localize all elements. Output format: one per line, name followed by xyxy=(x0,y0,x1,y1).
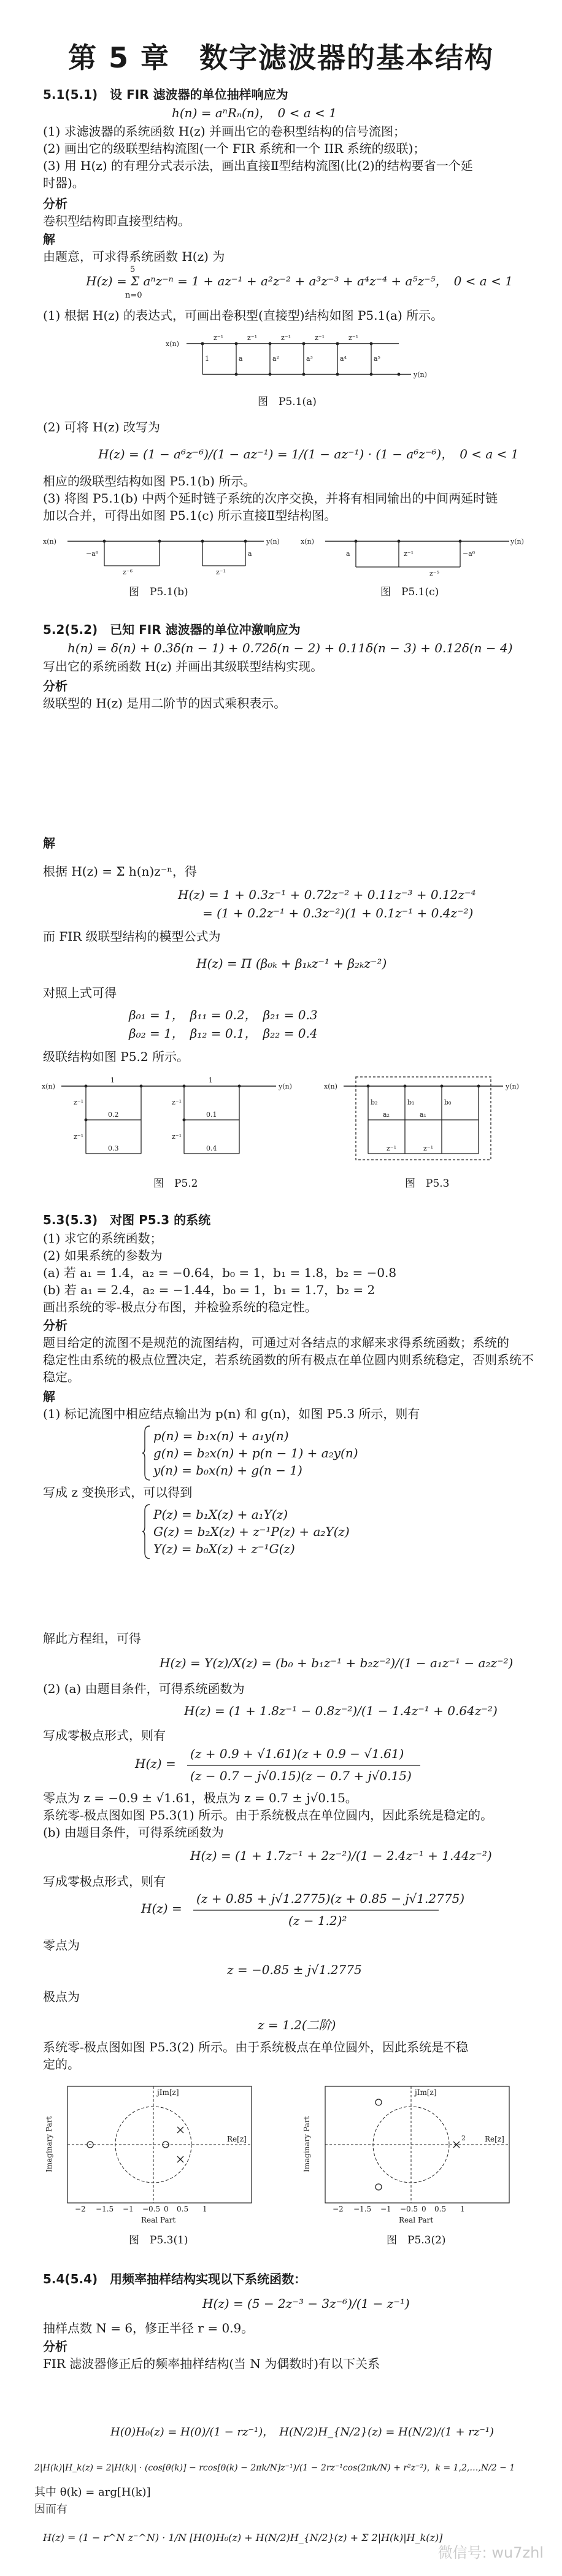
svg-text:z⁻¹: z⁻¹ xyxy=(423,1144,434,1152)
ylabel: Imaginary Part xyxy=(45,2116,53,2172)
p51-q2: (2) 画出它的级联型结构流图(一个 FIR 系统和一个 IIR 系统的级联)； xyxy=(43,141,426,156)
p53-s6: (b) 由题目条件，可得系统函数为 xyxy=(43,1825,224,1840)
p51-fenxi-label: 分析 xyxy=(43,196,67,211)
svg-text:0.1: 0.1 xyxy=(206,1111,217,1119)
svg-text:−0.5: −0.5 xyxy=(142,2205,161,2213)
p53-s4: (2) (a) 由题目条件，可得系统函数为 xyxy=(43,1681,245,1696)
svg-text:z⁻¹: z⁻¹ xyxy=(315,334,325,342)
p51-sum-top: 5 xyxy=(130,265,136,274)
p52-fenxi-label: 分析 xyxy=(43,679,67,693)
p52-s2: 而 FIR 级联型结构的模型公式为 xyxy=(43,929,221,944)
svg-text:0: 0 xyxy=(422,2205,426,2213)
figure-p5-3-1-pole-zero-plot xyxy=(43,2080,270,2224)
svg-text:x(n): x(n) xyxy=(43,538,56,546)
svg-text:−0.5: −0.5 xyxy=(400,2205,418,2213)
brace-left xyxy=(142,1425,151,1481)
double-pole-label: 2 xyxy=(461,2134,466,2142)
svg-text:z⁻¹: z⁻¹ xyxy=(172,1133,182,1141)
p54-fenxi-label: 分析 xyxy=(43,2339,67,2354)
caption-p5-3-1: 图 P5.3(1) xyxy=(129,2234,188,2246)
svg-text:0.2: 0.2 xyxy=(108,1111,119,1119)
svg-text:y(n): y(n) xyxy=(279,1082,292,1090)
svg-text:0.5: 0.5 xyxy=(434,2205,447,2213)
svg-text:b₀: b₀ xyxy=(444,1098,452,1106)
p53-fenxi-label: 分析 xyxy=(43,1318,67,1333)
p53-q3: 画出系统的零-极点分布图，并检验系统的稳定性。 xyxy=(43,1300,317,1314)
p51-eq2: H(z) = (1 − a⁶z⁻⁶)/(1 − az⁻¹) = 1/(1 − az⁻¹) · (1 − a⁶z⁻⁶)， 0 < a < 1 xyxy=(98,447,519,461)
brace-left-2 xyxy=(142,1503,151,1560)
p51-q3b: 时器)。 xyxy=(43,175,85,190)
svg-text:b₂: b₂ xyxy=(371,1098,378,1106)
p52-eq2: = (1 + 0.2z⁻¹ + 0.3z⁻²)(1 + 0.1z⁻¹ + 0.4z⁻²) xyxy=(202,906,474,920)
p53-z2: G(z) = b₂X(z) + z⁻¹P(z) + a₂Y(z) xyxy=(153,1524,350,1539)
p53-zp2: 系统零-极点图如图 P5.3(1) 所示。由于系统极点在单位圆内，因此系统是稳定的。 xyxy=(43,1808,493,1822)
svg-text:0: 0 xyxy=(164,2205,169,2213)
caption-p5-3-2: 图 P5.3(2) xyxy=(387,2234,446,2246)
p53-s3: 解此方程组，可得 xyxy=(43,1631,141,1646)
figure-p5-1b-flowgraph xyxy=(43,529,280,578)
p53-s7: 写成零极点形式，则有 xyxy=(43,1874,166,1889)
svg-text:x(n): x(n) xyxy=(301,538,314,546)
p51-sum-bot: n=0 xyxy=(125,291,142,300)
p53-ha2-lhs: H(z) = xyxy=(135,1756,176,1771)
p51-hn: h(n) = aⁿRₙ(n)， 0 < a < 1 xyxy=(172,106,337,120)
p53-fx1: 题目给定的流图不是规范的流图结构，可通过对各结点的求解来求得系统函数；系统的 xyxy=(43,1335,509,1350)
svg-text:−a⁶: −a⁶ xyxy=(86,550,99,558)
problem-5-4-heading: 5.4(5.4) 用频率抽样结构实现以下系统函数： xyxy=(43,2272,307,2286)
p53-hb: H(z) = (1 + 1.7z⁻¹ + 2z⁻²)/(1 − 2.4z⁻¹ + 1.44z⁻²) xyxy=(190,1848,492,1863)
svg-text:1: 1 xyxy=(209,1076,213,1084)
p53-poles-label: 极点为 xyxy=(43,1989,80,2004)
caption-p5-3: 图 P5.3 xyxy=(405,1178,450,1190)
p53-zp3a: 系统零-极点图如图 P5.3(2) 所示。由于系统极点在单位圆外，因此系统是不稳 xyxy=(43,2040,469,2054)
caption-p5-2: 图 P5.2 xyxy=(153,1178,198,1190)
p54-f1: H(0)H₀(z) = H(0)/(1 − rz⁻¹)， H(N/2)H_{N/2}(z) = H(N/2)/(1 + rz⁻¹) xyxy=(110,2426,495,2439)
svg-text:−a⁶: −a⁶ xyxy=(463,550,475,558)
svg-text:x(n): x(n) xyxy=(324,1082,337,1090)
svg-text:y(n): y(n) xyxy=(506,1082,519,1090)
svg-text:z⁻¹: z⁻¹ xyxy=(74,1098,84,1106)
p51-s5b: 加以合并，可得出如图 P5.1(c) 所示直接Ⅱ型结构图。 xyxy=(43,508,337,523)
svg-text:a₁: a₁ xyxy=(420,1111,426,1119)
ylabel: Imaginary Part xyxy=(302,2116,311,2172)
p53-z3: Y(z) = b₀X(z) + z⁻¹G(z) xyxy=(153,1541,295,1556)
p53-s2: 写成 z 变换形式，可以得到 xyxy=(43,1485,193,1500)
p54-fx1: FIR 滤波器修正后的频率抽样结构(当 N 为偶数时)有以下关系 xyxy=(43,2356,380,2371)
p53-s1: (1) 标记流图中相应结点输出为 p(n) 和 g(n)，如图 P5.3 所示，则有 xyxy=(43,1406,420,1421)
svg-text:−2: −2 xyxy=(75,2205,86,2213)
p53-hb2-den: (z − 1.2)² xyxy=(288,1913,347,1928)
p53-ha2-den: (z − 0.7 − j√0.15)(z − 0.7 + j√0.15) xyxy=(190,1768,412,1783)
p52-c1: β₀₁ = 1， β₁₁ = 0.2， β₂₁ = 0.3 xyxy=(129,1008,318,1022)
p51-eq1: H(z) = Σ aⁿz⁻ⁿ = 1 + az⁻¹ + a²z⁻² + a³z⁻³ + a⁴z⁻⁴ + a⁵z⁻⁵， 0 < a < 1 xyxy=(86,274,513,288)
rez-label: Re[z] xyxy=(485,2135,504,2143)
p52-eq1: H(z) = 1 + 0.3z⁻¹ + 0.72z⁻² + 0.11z⁻³ + 0.12z⁻⁴ xyxy=(178,887,476,902)
svg-text:a²: a² xyxy=(272,355,279,363)
p53-q2: (2) 如果系统的参数为 xyxy=(43,1248,163,1263)
frac-bar-2 xyxy=(193,1910,439,1911)
svg-text:a³: a³ xyxy=(306,355,313,363)
svg-text:a: a xyxy=(239,355,243,363)
svg-text:z⁻¹: z⁻¹ xyxy=(214,334,224,342)
svg-text:z⁻¹: z⁻¹ xyxy=(74,1133,84,1141)
watermark: 微信号: wu7zhl xyxy=(437,2544,544,2561)
figure-p5-3-flowgraph xyxy=(324,1074,519,1166)
chapter-title: 第 5 章 数字滤波器的基本结构 xyxy=(67,41,495,74)
svg-text:−1.5: −1.5 xyxy=(353,2205,372,2213)
p51-s4: 相应的级联型结构如图 P5.1(b) 所示。 xyxy=(43,474,256,488)
p53-ha2-num: (z + 0.9 + √1.61)(z + 0.9 − √1.61) xyxy=(190,1746,404,1761)
p53-fx3: 稳定。 xyxy=(43,1370,80,1384)
p53-hb2-lhs: H(z) = xyxy=(141,1901,182,1916)
p53-z1: P(z) = b₁X(z) + a₁Y(z) xyxy=(153,1507,288,1522)
svg-text:1: 1 xyxy=(460,2205,465,2213)
svg-text:0.4: 0.4 xyxy=(206,1144,217,1152)
svg-text:z⁻¹: z⁻¹ xyxy=(247,334,258,342)
p52-c2: β₀₂ = 1， β₁₂ = 0.1， β₂₂ = 0.4 xyxy=(129,1026,318,1041)
p51-s1: 由题意，可求得系统函数 H(z) 为 xyxy=(43,249,225,264)
svg-text:a: a xyxy=(248,550,252,558)
p53-hb2-num: (z + 0.85 + j√1.2775)(z + 0.85 − j√1.2775) xyxy=(196,1891,465,1906)
p53-qa: (a) 若 a₁ = 1.4，a₂ = −0.64，b₀ = 1，b₁ = 1.8，b₂ = −0.8 xyxy=(43,1265,397,1280)
svg-text:−1: −1 xyxy=(123,2205,134,2213)
figure-p5-3-2-pole-zero-plot xyxy=(301,2080,528,2224)
p53-q1: (1) 求它的系统函数； xyxy=(43,1231,163,1246)
svg-text:−1.5: −1.5 xyxy=(96,2205,114,2213)
p53-s5: 写成零极点形式，则有 xyxy=(43,1728,166,1743)
p54-hz: H(z) = (5 − 2z⁻³ − 3z⁻⁶)/(1 − z⁻¹) xyxy=(202,2296,410,2311)
svg-text:y(n): y(n) xyxy=(510,538,524,546)
p54-f2: 2|H(k)|H_k(z) = 2|H(k)| · (cos[θ(k)] − rcos[θ(k) − 2πk/N]z⁻¹)/(1 − 2rz⁻¹cos(2πk/N) + r²z⁻²)，k = 1,2,…,N/2 − 1 xyxy=(34,2463,515,2473)
p54-s1: 抽样点数 N = 6，修正半径 r = 0.9。 xyxy=(43,2321,254,2335)
p54-f3: 其中 θ(k) = arg[H(k)] xyxy=(34,2486,151,2499)
p54-f5: H(z) = (1 − r^N z⁻^N) · 1/N [H(0)H₀(z) + H(N/2)H_{N/2}(z) + Σ 2|H(k)|H_k(z)] xyxy=(43,2532,443,2543)
svg-text:x(n): x(n) xyxy=(166,340,179,348)
svg-text:z⁻¹: z⁻¹ xyxy=(404,550,414,558)
p51-q1: (1) 求滤波器的系统函数 H(z) 并画出它的卷积型结构的信号流图； xyxy=(43,124,406,139)
p52-hn: h(n) = δ(n) + 0.3δ(n − 1) + 0.72δ(n − 2) + 0.11δ(n − 3) + 0.12δ(n − 4) xyxy=(67,641,513,655)
nodes xyxy=(201,342,401,376)
svg-text:−1: −1 xyxy=(380,2205,391,2213)
p51-q3a: (3) 用 H(z) 的有理分式表示法，画出直接Ⅱ型结构流图(比(2)的结构要省一个延 xyxy=(43,158,473,173)
p53-hz: H(z) = Y(z)/X(z) = (b₀ + b₁z⁻¹ + b₂z⁻²)/(1 − a₁z⁻¹ − a₂z⁻²) xyxy=(160,1656,514,1670)
problem-5-2-heading: 5.2(5.2) 已知 FIR 滤波器的单位冲激响应为 xyxy=(43,622,301,637)
delay-labels xyxy=(166,334,427,379)
caption-p5-1b: 图 P5.1(b) xyxy=(129,586,188,598)
p53-zeros: z = −0.85 ± j√1.2775 xyxy=(227,1962,362,1977)
xlabel: Real Part xyxy=(141,2216,176,2224)
svg-text:1: 1 xyxy=(110,1076,115,1084)
svg-text:a⁵: a⁵ xyxy=(374,355,380,363)
svg-text:0.5: 0.5 xyxy=(177,2205,189,2213)
svg-text:−2: −2 xyxy=(333,2205,344,2213)
p53-e3: y(n) = b₀x(n) + g(n − 1) xyxy=(153,1463,302,1478)
zero-marker xyxy=(375,2184,382,2190)
svg-text:z⁻¹: z⁻¹ xyxy=(172,1098,182,1106)
p52-eq3: H(z) = Π (β₀ₖ + β₁ₖz⁻¹ + β₂ₖz⁻²) xyxy=(196,956,387,971)
p53-jie-label: 解 xyxy=(43,1389,55,1404)
svg-text:y(n): y(n) xyxy=(266,538,280,546)
imz-label: jIm[z] xyxy=(415,2088,437,2097)
p52-jie-label: 解 xyxy=(43,836,55,850)
problem-5-1-heading: 5.1(5.1) 设 FIR 滤波器的单位抽样响应为 xyxy=(43,87,288,102)
svg-text:z⁻⁶: z⁻⁶ xyxy=(123,568,133,576)
imz-label: jIm[z] xyxy=(157,2088,179,2097)
caption-p5-1a: 图 P5.1(a) xyxy=(258,396,317,408)
p52-s1: 根据 H(z) = Σ h(n)z⁻ⁿ，得 xyxy=(43,864,198,879)
p52-s4: 级联结构如图 P5.2 所示。 xyxy=(43,1049,189,1064)
p53-qb: (b) 若 a₁ = 2.4，a₂ = −1.44，b₀ = 1，b₁ = 1.7，b₂ = 2 xyxy=(43,1282,375,1297)
zero-marker xyxy=(375,2099,382,2105)
figure-p5-1c-flowgraph xyxy=(301,529,524,578)
p53-poles: z = 1.2(二阶) xyxy=(258,2018,336,2032)
svg-text:z⁻¹: z⁻¹ xyxy=(387,1144,397,1152)
figure-p5-2-cascade xyxy=(42,1074,292,1166)
caption-p5-1c: 图 P5.1(c) xyxy=(380,586,439,598)
svg-text:0.3: 0.3 xyxy=(108,1144,119,1152)
p51-jie-label: 解 xyxy=(43,232,55,247)
p52-q: 写出它的系统函数 H(z) 并画出其级联型结构实现。 xyxy=(43,659,323,674)
p53-zp1: 零点为 z = −0.9 ± √1.61，极点为 z = 0.7 ± j√0.15。 xyxy=(43,1791,358,1805)
svg-text:z⁻¹: z⁻¹ xyxy=(216,568,226,576)
p53-e2: g(n) = b₂x(n) + p(n − 1) + a₂y(n) xyxy=(153,1446,358,1460)
p51-fenxi-text: 卷积型结构即直接型结构。 xyxy=(43,214,190,228)
svg-text:a₂: a₂ xyxy=(383,1111,390,1119)
p54-f4: 因而有 xyxy=(34,2503,67,2516)
p51-s5a: (3) 将图 P5.1(b) 中两个延时链子系统的次序交换，并将有相同输出的中间两延时链 xyxy=(43,491,498,506)
svg-text:x(n): x(n) xyxy=(42,1082,55,1090)
svg-text:a⁴: a⁴ xyxy=(340,355,347,363)
svg-text:b₁: b₁ xyxy=(407,1098,415,1106)
problem-5-3-heading: 5.3(5.3) 对图 P5.3 的系统 xyxy=(43,1213,211,1227)
svg-text:z⁻¹: z⁻¹ xyxy=(348,334,359,342)
frac-bar xyxy=(187,1765,420,1766)
p53-fx2: 稳定性由系统的极点位置决定，若系统函数的所有极点在单位圆内则系统稳定，否则系统不 xyxy=(43,1352,534,1367)
p53-ha: H(z) = (1 + 1.8z⁻¹ − 0.8z⁻²)/(1 − 1.4z⁻¹ + 0.64z⁻²) xyxy=(184,1703,498,1718)
svg-text:a: a xyxy=(346,550,350,558)
p51-s3: (2) 可将 H(z) 改写为 xyxy=(43,420,160,434)
svg-text:y(n): y(n) xyxy=(414,371,427,379)
svg-text:z⁻⁵: z⁻⁵ xyxy=(429,569,440,577)
p52-fenxi-text: 级联型的 H(z) 是用二阶节的因式乘积表示。 xyxy=(43,696,287,711)
p53-e1: p(n) = b₁x(n) + a₁y(n) xyxy=(153,1429,289,1443)
p51-s2: (1) 根据 H(z) 的表达式，可画出卷积型(直接型)结构如图 P5.1(a) 所示。 xyxy=(43,308,444,323)
p53-zp3b: 定的。 xyxy=(43,2057,80,2072)
figure-p5-1a-flowgraph xyxy=(166,331,436,387)
p52-s3: 对照上式可得 xyxy=(43,985,117,1000)
svg-text:z⁻¹: z⁻¹ xyxy=(281,334,291,342)
rez-label: Re[z] xyxy=(227,2135,247,2143)
svg-text:1: 1 xyxy=(205,355,209,363)
svg-text:1: 1 xyxy=(202,2205,207,2213)
xlabel: Real Part xyxy=(399,2216,434,2224)
p53-zeros-label: 零点为 xyxy=(43,1938,80,1953)
